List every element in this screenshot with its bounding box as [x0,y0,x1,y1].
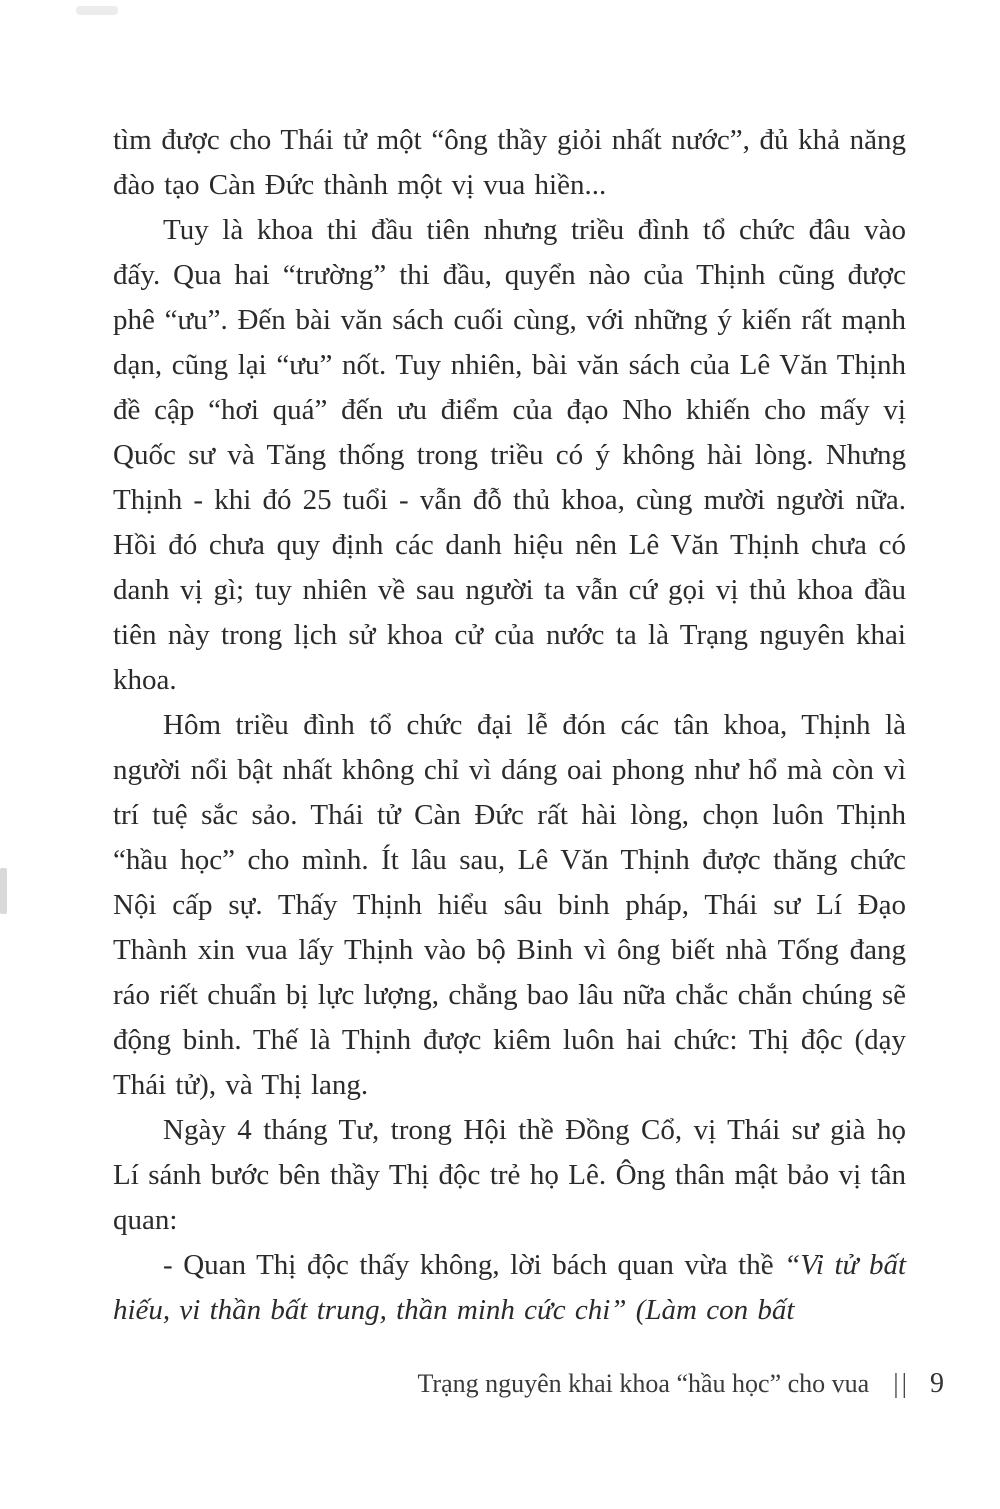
paragraph-dialogue [113,1243,906,1333]
paragraph: Tuy là khoa thi đầu tiên nhưng triều đình tổ chức đâu vào đấy. Qua hai “trường” thi đầu, quyển nào của Thịnh cũng được phê “ưu”. Đến bài văn sách cuối cùng, với những ý kiến rất mạnh dạn, cũng lại “ưu” nốt. Tuy nhiên, bài văn sách của Lê Văn Thịnh đề cập “hơi quá” đến ưu điểm của đạo Nho khiến cho mấy vị Quốc sư và Tăng thống trong triều có ý không hài lòng. Nhưng Thịnh - khi đó 25 tuổi - vẫn đỗ thủ khoa, cùng mười người nữa. Hồi đó chưa quy định các danh hiệu nên Lê Văn Thịnh chưa có danh vị gì; tuy nhiên về sau người ta vẫn cứ gọi vị thủ khoa đầu tiên này trong lịch sử khoa cử của nước ta là Trạng nguyên khai khoa. [113,214,906,696]
scan-artifact-left [0,868,7,914]
dialogue-lead-text: - Quan Thị độc thấy không, lời bách quan vừa thề [163,1249,785,1281]
footer-separator: || [893,1368,910,1398]
quoted-oath-text: “Vi tử bất hiếu, vi thần bất trung, thần minh cức chi” [113,1249,906,1326]
page-footer [113,1368,944,1400]
paragraph: Hôm triều đình tổ chức đại lễ đón các tân khoa, Thịnh là người nổi bật nhất không chỉ vì dáng oai phong như hổ mà còn vì trí tuệ sắc sảo. Thái tử Càn Đức rất hài lòng, chọn luôn Thịnh “hầu học” cho mình. Ít lâu sau, Lê Văn Thịnh được thăng chức Nội cấp sự. Thấy Thịnh hiểu sâu binh pháp, Thái sư Lí Đạo Thành xin vua lấy Thịnh vào bộ Binh vì ông biết nhà Tống đang ráo riết chuẩn bị lực lượng, chẳng bao lâu nữa chắc chắn chúng sẽ động binh. Thế là Thịnh được kiêm luôn hai chức: Thị độc (dạy Thái tử), và Thị lang. [113,709,906,1101]
paragraph: Ngày 4 tháng Tư, trong Hội thề Đồng Cổ, vị Thái sư già họ Lí sánh bước bên thầy Thị độc trẻ họ Lê. Ông thân mật bảo vị tân quan: [113,1114,906,1236]
paragraph-continuation: tìm được cho Thái tử một “ông thầy giỏi nhất nước”, đủ khả năng đào tạo Càn Đức thành một vị vua hiền... [113,124,906,201]
page-number: 9 [930,1368,944,1399]
translation-open-text: (Làm con bất [626,1294,795,1326]
page-content [113,118,906,1333]
running-title: Trạng nguyên khai khoa “hầu học” cho vua [417,1369,870,1398]
scan-artifact-top [76,6,118,15]
